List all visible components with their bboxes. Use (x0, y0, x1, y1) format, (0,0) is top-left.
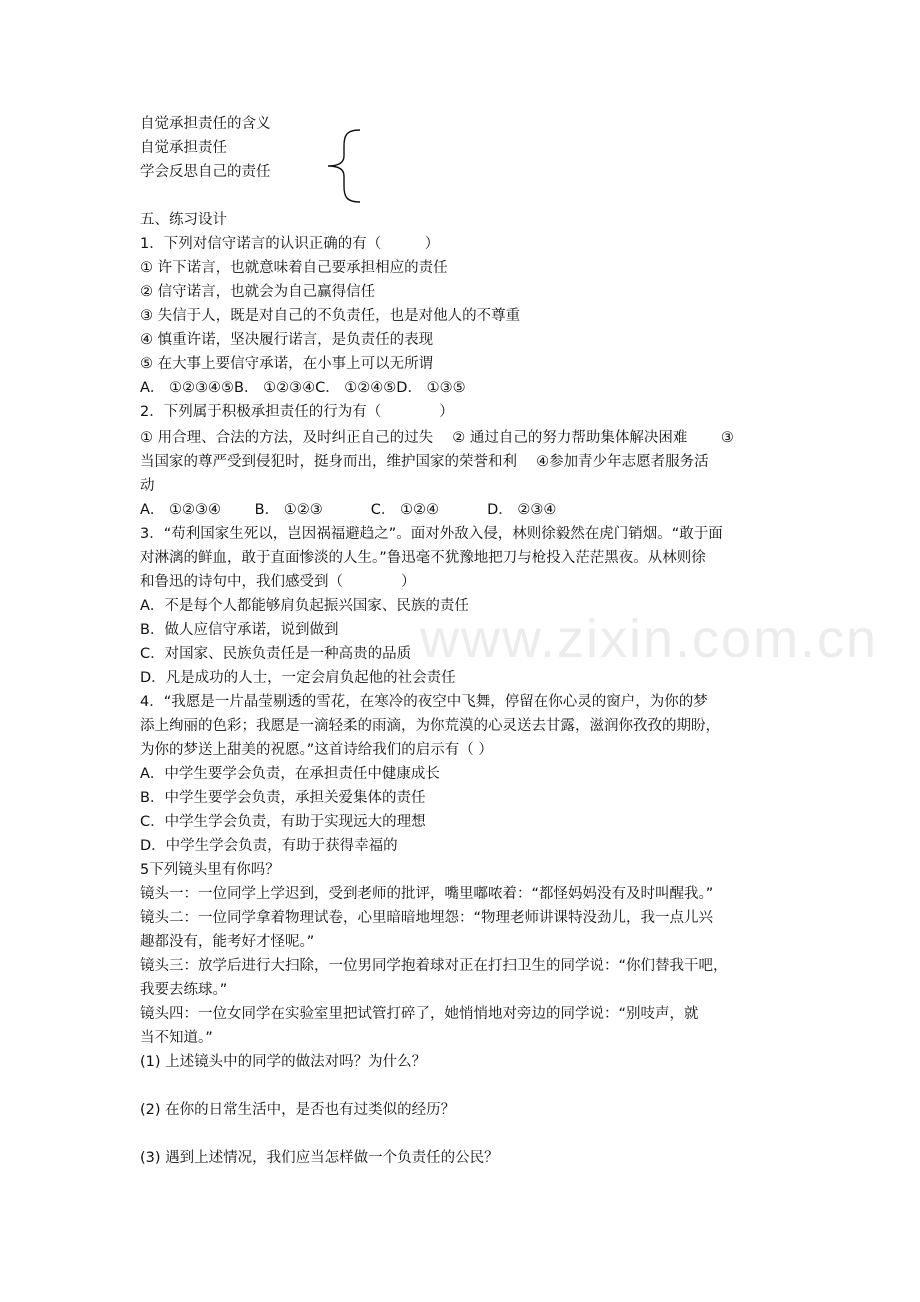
text-line: 趣都没有，能考好才怪呢。” (140, 934, 315, 950)
text-line: ② 信守诺言，也就会为自己赢得信任 (140, 284, 376, 300)
text-line: ⑤ 在大事上要信守承诺，在小事上可以无所谓 (140, 356, 434, 372)
text-line: (2) 在你的日常生活中，是否也有过类似的经历？ (140, 1102, 456, 1118)
watermark: www.zixin.com.cn (420, 609, 879, 669)
text-line: B．做人应信守承诺，说到做到 (140, 622, 339, 638)
text-line: 镜头一：一位同学上学迟到，受到老师的批评，嘴里嘟哝着：“都怪妈妈没有及时叫醒我。” (140, 886, 714, 902)
text-line: B．中学生要学会负责，承担关爱集体的责任 (140, 790, 426, 806)
text-line: 添上绚丽的色彩；我愿是一滴轻柔的雨滴，为你荒漠的心灵送去甘露，滋润你孜孜的期盼， (140, 718, 720, 734)
text-line: D．凡是成功的人士，一定会肩负起他的社会责任 (140, 670, 456, 686)
text-line: A． ①②③④⑤B． ①②③④C． ①②④⑤D． ①③⑤ (140, 380, 466, 396)
text-line: 和鲁迅的诗句中，我们感受到（ ） (140, 574, 416, 590)
text-line: C．对国家、民族负责任是一种高贵的品质 (140, 646, 412, 662)
text-line: 为你的梦送上甜美的祝愿。”这首诗给我们的启示有（ ） (140, 742, 493, 758)
text-line: 1．下列对信守诺言的认识正确的有（ ） (140, 236, 440, 252)
text-line: D．中学生学会负责，有助于获得幸福的 (140, 838, 398, 854)
text-line: 对淋漓的鲜血，敢于直面惨淡的人生。”鲁迅毫不犹豫地把刀与枪投入茫茫黑夜。从林则徐 (140, 550, 706, 566)
text-line: 自觉承担责任 (140, 140, 227, 156)
text-line: 动 (140, 478, 155, 494)
text-line: 镜头三：放学后进行大扫除，一位男同学抱着球对正在打扫卫生的同学说：“你们替我干吧， (140, 958, 728, 974)
text-line: 4．“我愿是一片晶莹剔透的雪花，在寒冷的夜空中飞舞，停留在你心灵的窗户，为你的梦 (140, 694, 708, 710)
text-line: 五、练习设计 (140, 212, 227, 228)
text-line: 镜头四：一位女同学在实验室里把试管打碎了，她悄悄地对旁边的同学说：“别吱声，就 (140, 1006, 699, 1022)
text-line: C．中学生学会负责，有助于实现远大的理想 (140, 814, 426, 830)
text-line: ① 用合理、合法的方法，及时纠正自己的过失 ② 通过自己的努力帮助集体解决困难 ③ (140, 430, 734, 446)
text-line: 2．下列属于积极承担责任的行为有（ ） (140, 404, 454, 420)
text-line: A． ①②③④ B． ①②③ C． ①②④ D． ②③④ (140, 502, 557, 518)
text-line: ④ 慎重许诺，坚决履行诺言，是负责任的表现 (140, 332, 434, 348)
text-line: ③ 失信于人，既是对自己的不负责任，也是对他人的不尊重 (140, 308, 521, 324)
text-line: 我要去练球。” (140, 982, 228, 998)
text-line: 镜头二：一位同学拿着物理试卷，心里暗暗地埋怨：“物理老师讲课特没劲儿，我一点儿兴 (140, 910, 714, 926)
text-line: 学会反思自己的责任 (140, 164, 271, 180)
text-line: ① 许下诺言，也就意味着自己要承担相应的责任 (140, 260, 448, 276)
text-line: 当不知道。” (140, 1030, 213, 1046)
text-line: 3．“苟利国家生死以，岂因祸福避趋之”。面对外敌入侵，林则徐毅然在虎门销烟。“敢于面 (140, 526, 723, 542)
text-line: A．中学生要学会负责，在承担责任中健康成长 (140, 766, 440, 782)
text-line: (1) 上述镜头中的同学的做法对吗？为什么？ (140, 1054, 427, 1070)
text-line: 当国家的尊严受到侵犯时，挺身而出，维护国家的荣誉和利 ④参加青少年志愿者服务活 (140, 454, 709, 470)
text-line: A．不是每个人都能够肩负起振兴国家、民族的责任 (140, 598, 469, 614)
text-line: 5下列镜头里有你吗？ (140, 862, 280, 878)
curly-brace-icon (320, 128, 364, 204)
text-line: 自觉承担责任的含义 (140, 116, 271, 132)
text-line: (3) 遇到上述情况，我们应当怎样做一个负责任的公民？ (140, 1150, 499, 1166)
